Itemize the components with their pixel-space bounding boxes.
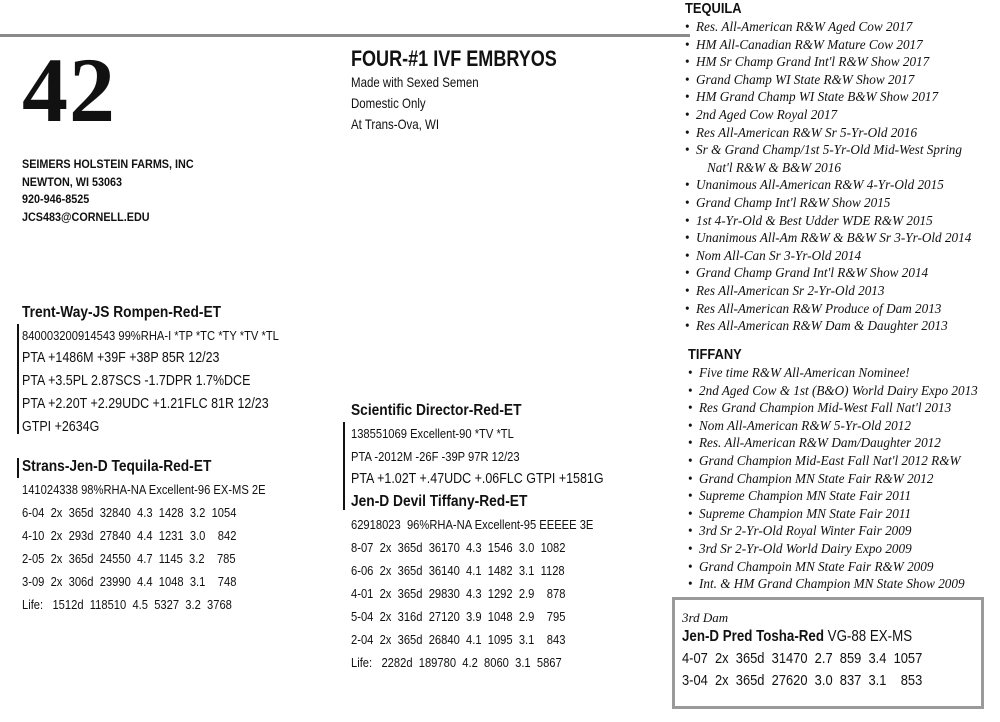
- third-dam-title: [682, 626, 939, 648]
- granddam-info: 62918023 96%RHA-NA Excellent-95 EEEEE 3E: [351, 517, 594, 532]
- consignor-email: JCS483@CORNELL.EDU: [22, 209, 150, 224]
- list-item: • 1st 4-Yr-Old & Best Udder WDE R&W 2015: [685, 212, 971, 230]
- granddam-record: 2-04 2x 365d 26840 4.1 1095 3.1 843: [351, 632, 566, 647]
- list-item: • Res Grand Champion Mid-West Fall Nat'l 2013: [688, 399, 978, 417]
- third-dam-label: 3rd Dam: [682, 610, 729, 625]
- list-item: • Nom All-American R&W 5-Yr-Old 2012: [688, 417, 978, 435]
- dam-record: 4-10 2x 293d 27840 4.4 1231 3.0 842: [22, 528, 237, 543]
- third-dam-classification: VG-88 EX-MS: [827, 628, 913, 645]
- list-item: • Grand Champ Grand Int'l R&W Show 2014: [685, 264, 971, 282]
- granddam-record: 6-06 2x 365d 36140 4.1 1482 3.1 1128: [351, 563, 565, 578]
- offering-title: FOUR-#1 IVF EMBRYOS: [351, 46, 557, 71]
- consignor-city: NEWTON, WI 53063: [22, 174, 123, 189]
- offering-block: [351, 46, 602, 135]
- dam-record: Life: 1512d 118510 4.5 5327 3.2 3768: [22, 597, 232, 612]
- mgs-line: PTA +1.02T +.47UDC +.06FLC GTPI +1581G: [351, 471, 604, 487]
- sire-bracket: [17, 324, 19, 434]
- granddam-record: 4-01 2x 365d 29830 4.3 1292 2.9 878: [351, 586, 566, 601]
- list-item: • Five time R&W All-American Nominee!: [688, 364, 978, 382]
- list-item: • 3rd Sr 2-Yr-Old World Dairy Expo 2009: [688, 540, 978, 558]
- list-item: • 2nd Aged Cow & 1st (B&O) World Dairy Expo 2013: [688, 382, 978, 400]
- granddam-record: 5-04 2x 316d 27120 3.9 1048 2.9 795: [351, 609, 566, 624]
- list-item: • Unanimous All-American R&W 4-Yr-Old 2015: [685, 176, 971, 194]
- list-item: • Unanimous All-Am R&W & B&W Sr 3-Yr-Old 2014: [685, 229, 971, 247]
- list-item: • Sr & Grand Champ/1st 5-Yr-Old Mid-West Spring: [685, 141, 971, 159]
- sire-block: [22, 302, 279, 439]
- consignor-block: [22, 156, 194, 226]
- third-dam-record: 3-04 2x 365d 27620 3.0 837 3.1 853: [682, 672, 923, 689]
- mgs-name: Scientific Director-Red-ET: [351, 402, 522, 419]
- offering-line: Domestic Only: [351, 95, 426, 111]
- tequila-achievements: [685, 0, 971, 335]
- list-item: • Res. All-American R&W Dam/Daughter 2012: [688, 434, 978, 452]
- list-item: • HM Grand Champ WI State B&W Show 2017: [685, 88, 971, 106]
- list-item: • Grand Champion Mid-East Fall Nat'l 2012 R&W: [688, 452, 978, 470]
- sire-line: 840003200914543 99%RHA-I *TP *TC *TY *TV *TL: [22, 328, 279, 343]
- top-rule: [0, 34, 690, 37]
- list-item: • HM Sr Champ Grand Int'l R&W Show 2017: [685, 53, 971, 71]
- sire-line: PTA +2.20T +2.29UDC +1.21FLC 81R 12/23: [22, 396, 269, 412]
- dam-record: 3-09 2x 306d 23990 4.4 1048 3.1 748: [22, 574, 237, 589]
- tiffany-achievements: [688, 346, 978, 593]
- granddam-record: 8-07 2x 365d 36170 4.3 1546 3.0 1082: [351, 540, 566, 555]
- list-item: • Res All-American R&W Sr 5-Yr-Old 2016: [685, 124, 971, 142]
- tiffany-list: [688, 364, 978, 593]
- dam-info: 141024338 98%RHA-NA Excellent-96 EX-MS 2E: [22, 482, 266, 497]
- lot-number: 42: [22, 39, 116, 141]
- tiffany-header: TIFFANY: [688, 346, 742, 363]
- granddam-record: Life: 2282d 189780 4.2 8060 3.1 5867: [351, 655, 562, 670]
- consignor-phone: 920-946-8525: [22, 192, 90, 206]
- list-item: • Supreme Champion MN State Fair 2011: [688, 487, 978, 505]
- third-dam-record: 4-07 2x 365d 31470 2.7 859 3.4 1057: [682, 650, 923, 667]
- sire-name: Trent-Way-JS Rompen-Red-ET: [22, 304, 222, 321]
- offering-line: Made with Sexed Semen: [351, 74, 479, 90]
- third-dam-box: [672, 597, 984, 709]
- mgs-block: [351, 400, 604, 491]
- list-item: • HM All-Canadian R&W Mature Cow 2017: [685, 36, 971, 54]
- list-item: • Res All-American Sr 2-Yr-Old 2013: [685, 282, 971, 300]
- list-item: • 2nd Aged Cow Royal 2017: [685, 106, 971, 124]
- list-item: • Grand Champ WI State R&W Show 2017: [685, 71, 971, 89]
- list-item: • Grand Champ Int'l R&W Show 2015: [685, 194, 971, 212]
- sire-line: GTPI +2634G: [22, 419, 100, 435]
- mgs-bracket: [343, 422, 345, 510]
- list-item: • Res All-American R&W Dam & Daughter 2013: [685, 317, 971, 335]
- granddam-block: [351, 491, 593, 674]
- list-item: • Res. All-American R&W Aged Cow 2017: [685, 18, 971, 36]
- dam-record: 2-05 2x 365d 24550 4.7 1145 3.2 785: [22, 551, 236, 566]
- list-item: • 3rd Sr 2-Yr-Old Royal Winter Fair 2009: [688, 522, 978, 540]
- mgs-line: PTA -2012M -26F -39P 97R 12/23: [351, 449, 520, 464]
- list-item: • Grand Champion MN State Fair R&W 2012: [688, 470, 978, 488]
- list-item: • Res All-American R&W Produce of Dam 2013: [685, 300, 971, 318]
- dam-bracket: [17, 458, 19, 478]
- dam-name: Strans-Jen-D Tequila-Red-ET: [22, 458, 212, 475]
- granddam-name: Jen-D Devil Tiffany-Red-ET: [351, 493, 528, 510]
- list-item: • Grand Champoin MN State Fair R&W 2009: [688, 558, 978, 576]
- tequila-header: TEQUILA: [685, 0, 742, 17]
- list-item: • Nom All-Can Sr 3-Yr-Old 2014: [685, 247, 971, 265]
- tequila-list: [685, 18, 971, 335]
- list-item: • Supreme Champion MN State Fair 2011: [688, 505, 978, 523]
- offering-line: At Trans-Ova, WI: [351, 116, 440, 132]
- dam-block: [22, 456, 266, 616]
- list-item: • Int. & HM Grand Champion MN State Show 2009: [688, 575, 978, 593]
- mgs-line: 138551069 Excellent-90 *TV *TL: [351, 426, 514, 441]
- third-dam-name: Jen-D Pred Tosha-Red: [682, 628, 824, 645]
- dam-record: 6-04 2x 365d 32840 4.3 1428 3.2 1054: [22, 505, 237, 520]
- sire-line: PTA +1486M +39F +38P 85R 12/23: [22, 350, 220, 366]
- consignor-name: SEIMERS HOLSTEIN FARMS, INC: [22, 157, 194, 171]
- sire-line: PTA +3.5PL 2.87SCS -1.7DPR 1.7%DCE: [22, 373, 251, 389]
- list-item-continuation: Nat'l R&W & B&W 2016: [707, 159, 841, 175]
